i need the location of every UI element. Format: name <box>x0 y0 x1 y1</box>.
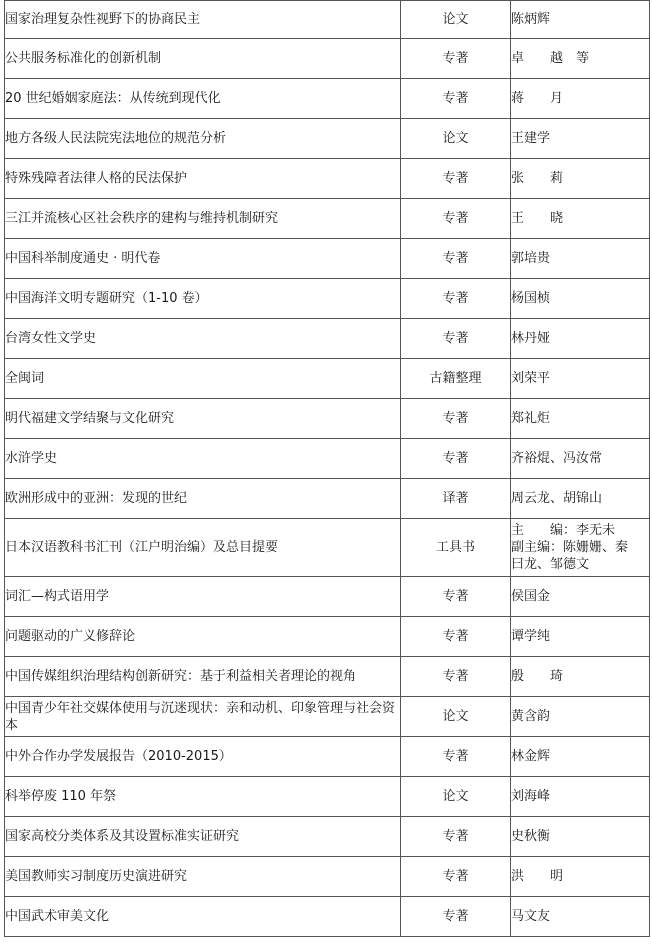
table-row <box>5 519 650 577</box>
author-line: 洪 明 <box>511 869 564 884</box>
author-line: 卓 越 等 <box>511 51 590 66</box>
work-title-cell: 地方各级人民法院宪法地位的规范分析 <box>5 119 401 159</box>
table-row <box>5 777 650 817</box>
table-row <box>5 239 650 279</box>
work-title-cell: 中外合作办学发展报告（2010-2015） <box>5 737 401 777</box>
work-type-cell: 专著 <box>401 817 511 857</box>
table-row <box>5 737 650 777</box>
work-type-cell: 工具书 <box>401 519 511 577</box>
author-cell <box>511 777 650 817</box>
author-cell <box>511 439 650 479</box>
author-cell <box>511 519 650 577</box>
author-cell <box>511 159 650 199</box>
author-cell <box>511 239 650 279</box>
author-line: 郭培贵 <box>511 251 551 266</box>
work-type-cell: 专著 <box>401 279 511 319</box>
table-row <box>5 897 650 937</box>
table-body <box>5 1 650 937</box>
author-cell <box>511 1 650 39</box>
table-row <box>5 817 650 857</box>
table-row <box>5 617 650 657</box>
table-row <box>5 857 650 897</box>
author-cell <box>511 657 650 697</box>
author-line: 殷 琦 <box>511 669 564 684</box>
work-type-cell: 专著 <box>401 439 511 479</box>
work-title-cell: 20 世纪婚姻家庭法：从传统到现代化 <box>5 79 401 119</box>
work-type-cell: 专著 <box>401 159 511 199</box>
author-line: 谭学纯 <box>511 629 551 644</box>
author-cell <box>511 617 650 657</box>
author-cell <box>511 39 650 79</box>
work-title-cell: 台湾女性文学史 <box>5 319 401 359</box>
work-title-cell: 科举停废 110 年祭 <box>5 777 401 817</box>
author-line: 林丹娅 <box>511 331 551 346</box>
work-type-cell: 论文 <box>401 697 511 737</box>
table-row <box>5 577 650 617</box>
author-cell <box>511 319 650 359</box>
author-cell <box>511 359 650 399</box>
author-line: 马文友 <box>511 909 551 924</box>
work-type-cell: 专著 <box>401 39 511 79</box>
work-title-cell: 三江并流核心区社会秩序的建构与维持机制研究 <box>5 199 401 239</box>
author-cell <box>511 817 650 857</box>
table-row <box>5 319 650 359</box>
author-line: 齐裕焜、冯汝常 <box>511 451 603 466</box>
achievements-table <box>4 0 650 937</box>
work-title-cell: 明代福建文学结聚与文化研究 <box>5 399 401 439</box>
author-cell <box>511 399 650 439</box>
author-cell <box>511 279 650 319</box>
author-line: 郑礼炬 <box>511 411 551 426</box>
work-title-cell: 问题驱动的广义修辞论 <box>5 617 401 657</box>
work-type-cell: 专著 <box>401 79 511 119</box>
author-line: 张 莉 <box>511 171 564 186</box>
author-line: 陈炳辉 <box>511 12 551 27</box>
work-type-cell: 古籍整理 <box>401 359 511 399</box>
author-line: 主 编：李无未 <box>511 523 616 538</box>
author-line: 刘海峰 <box>511 789 551 804</box>
work-title-cell: 中国传媒组织治理结构创新研究：基于利益相关者理论的视角 <box>5 657 401 697</box>
author-cell <box>511 79 650 119</box>
author-line: 周云龙、胡锦山 <box>511 491 603 506</box>
author-cell <box>511 479 650 519</box>
table-row <box>5 39 650 79</box>
work-title-cell: 水浒学史 <box>5 439 401 479</box>
table-row <box>5 1 650 39</box>
work-type-cell: 专著 <box>401 737 511 777</box>
table-row <box>5 279 650 319</box>
work-type-cell: 专著 <box>401 199 511 239</box>
author-cell <box>511 857 650 897</box>
author-line: 黄含韵 <box>511 709 551 724</box>
table-row <box>5 359 650 399</box>
author-cell <box>511 199 650 239</box>
table-row <box>5 439 650 479</box>
author-line: 杨国桢 <box>511 291 551 306</box>
author-line: 蒋 月 <box>511 91 564 106</box>
work-type-cell: 专著 <box>401 897 511 937</box>
author-line: 刘荣平 <box>511 371 551 386</box>
work-title-cell: 中国海洋文明专题研究（1-10 卷） <box>5 279 401 319</box>
work-title-cell: 美国教师实习制度历史演进研究 <box>5 857 401 897</box>
table-row <box>5 657 650 697</box>
author-cell <box>511 119 650 159</box>
table-row <box>5 79 650 119</box>
work-title-cell: 日本汉语教科书汇刊（江户明治编）及总目提要 <box>5 519 401 577</box>
work-type-cell: 译著 <box>401 479 511 519</box>
author-cell <box>511 697 650 737</box>
table-row <box>5 119 650 159</box>
work-title-cell: 国家治理复杂性视野下的协商民主 <box>5 1 401 39</box>
author-line: 副主编：陈姗姗、秦 <box>511 540 629 555</box>
author-line: 王建学 <box>511 131 551 146</box>
work-title-cell: 国家高校分类体系及其设置标准实证研究 <box>5 817 401 857</box>
author-cell <box>511 577 650 617</box>
author-line: 王 晓 <box>511 211 564 226</box>
work-title-cell: 全闽词 <box>5 359 401 399</box>
table-row <box>5 479 650 519</box>
author-cell <box>511 897 650 937</box>
author-line: 曰龙、邹德文 <box>511 557 590 572</box>
work-type-cell: 专著 <box>401 577 511 617</box>
work-title-cell: 中国科举制度通史 · 明代卷 <box>5 239 401 279</box>
work-title-cell: 公共服务标准化的创新机制 <box>5 39 401 79</box>
author-cell <box>511 737 650 777</box>
work-type-cell: 论文 <box>401 119 511 159</box>
table-row <box>5 159 650 199</box>
work-type-cell: 专著 <box>401 617 511 657</box>
work-title-cell: 中国青少年社交媒体使用与沉迷现状：亲和动机、印象管理与社会资本 <box>5 697 401 737</box>
work-type-cell: 论文 <box>401 1 511 39</box>
work-type-cell: 专著 <box>401 319 511 359</box>
work-type-cell: 专著 <box>401 857 511 897</box>
author-line: 林金辉 <box>511 749 551 764</box>
work-type-cell: 专著 <box>401 399 511 439</box>
work-title-cell: 特殊残障者法律人格的民法保护 <box>5 159 401 199</box>
work-title-cell: 中国武术审美文化 <box>5 897 401 937</box>
table-row <box>5 199 650 239</box>
work-type-cell: 专著 <box>401 657 511 697</box>
author-line: 史秋衡 <box>511 829 551 844</box>
table-row <box>5 697 650 737</box>
work-type-cell: 专著 <box>401 239 511 279</box>
work-title-cell: 欧洲形成中的亚洲：发现的世纪 <box>5 479 401 519</box>
work-title-cell: 词汇—构式语用学 <box>5 577 401 617</box>
table-row <box>5 399 650 439</box>
work-type-cell: 论文 <box>401 777 511 817</box>
author-line: 侯国金 <box>511 589 551 604</box>
